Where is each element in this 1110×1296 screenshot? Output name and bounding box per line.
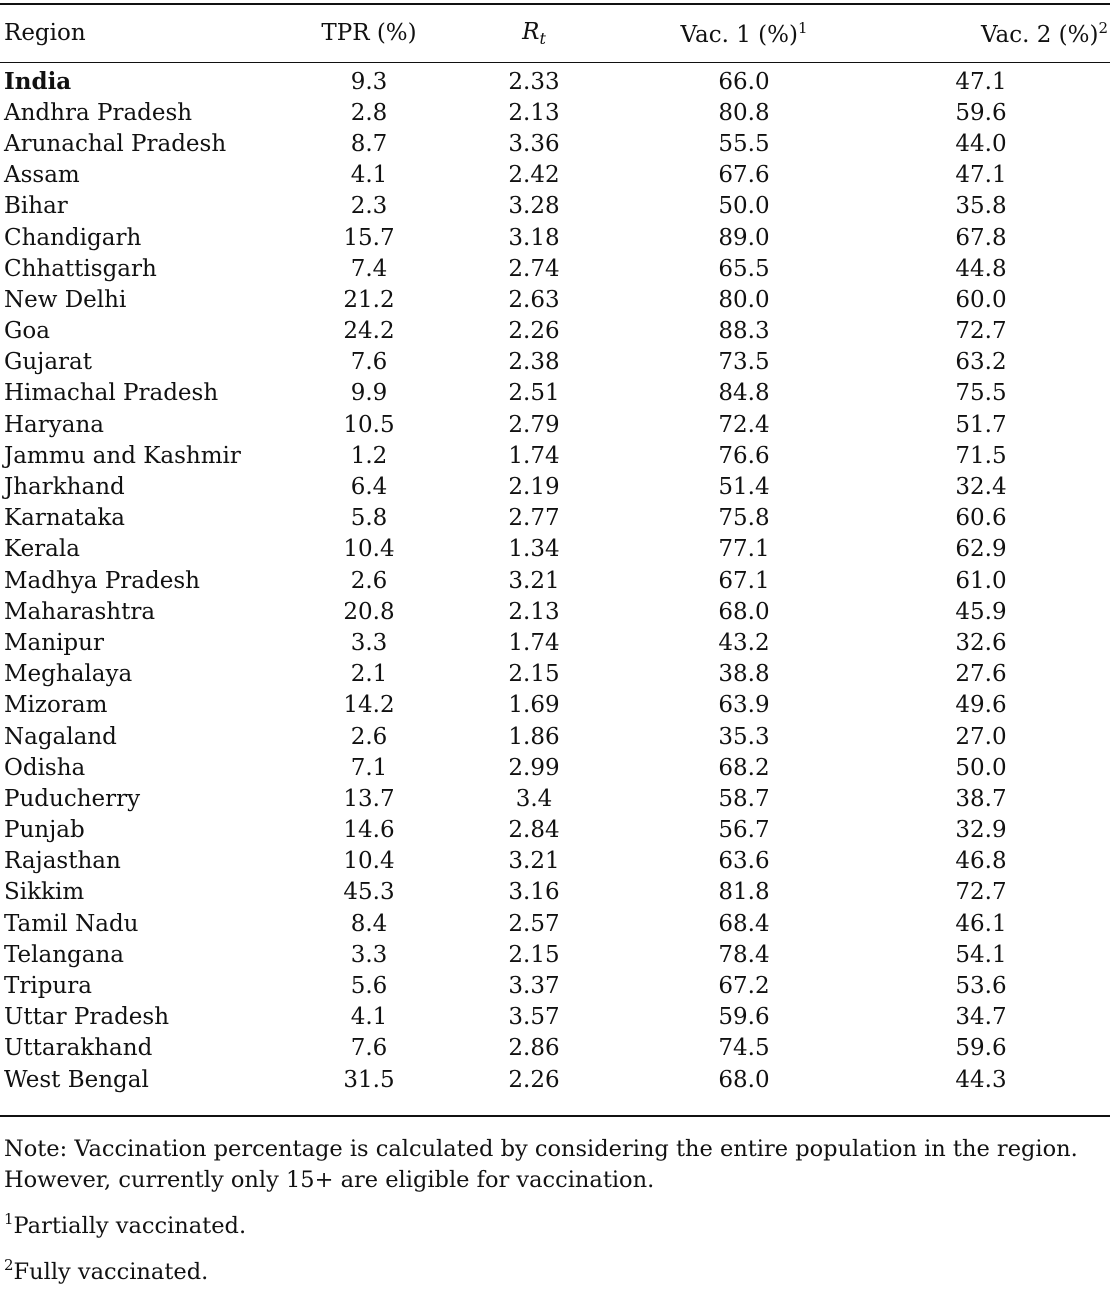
header-tpr: TPR (%) xyxy=(321,20,417,46)
cell-rt: 3.37 xyxy=(508,973,560,1000)
cell-tpr: 9.3 xyxy=(350,68,388,95)
table-row xyxy=(4,877,1108,908)
cell-vac1: 78.4 xyxy=(718,941,770,968)
cell-vac2: 72.7 xyxy=(955,879,1007,906)
cell-vac2: 47.1 xyxy=(955,162,1007,189)
table-row xyxy=(4,659,1108,690)
cell-vac1: 77.1 xyxy=(718,536,770,563)
table-row xyxy=(4,503,1108,534)
cell-vac1: 38.8 xyxy=(718,661,770,688)
cell-vac1: 81.8 xyxy=(718,879,770,906)
cell-vac2: 32.4 xyxy=(955,474,1007,501)
footnote-2-mark: 2 xyxy=(4,1256,14,1274)
cell-vac2: 61.0 xyxy=(955,567,1007,594)
cell-tpr: 45.3 xyxy=(343,879,395,906)
cell-rt: 3.36 xyxy=(508,130,560,157)
cell-rt: 3.18 xyxy=(508,224,560,251)
cell-region: Assam xyxy=(4,162,80,189)
footnote-2 xyxy=(4,1250,1110,1288)
cell-tpr: 8.4 xyxy=(350,910,388,937)
cell-vac1: 74.5 xyxy=(718,1035,770,1062)
cell-region: Tripura xyxy=(4,973,92,1000)
cell-region: Haryana xyxy=(4,411,104,438)
cell-rt: 2.79 xyxy=(508,411,560,438)
table-row xyxy=(4,191,1108,222)
cell-tpr: 14.2 xyxy=(343,692,395,719)
cell-rt: 2.86 xyxy=(508,1035,560,1062)
cell-rt: 2.63 xyxy=(508,286,560,313)
table-row xyxy=(4,378,1108,409)
table-body xyxy=(4,66,1108,1095)
cell-vac2: 44.3 xyxy=(955,1066,1007,1093)
header-region: Region xyxy=(4,20,86,46)
cell-rt: 2.33 xyxy=(508,68,560,95)
cell-vac2: 59.6 xyxy=(955,1035,1007,1062)
cell-tpr: 6.4 xyxy=(350,474,388,501)
cell-tpr: 5.6 xyxy=(350,973,388,1000)
table-row xyxy=(4,128,1108,159)
cell-rt: 2.42 xyxy=(508,162,560,189)
cell-vac1: 67.1 xyxy=(718,567,770,594)
cell-vac1: 72.4 xyxy=(718,411,770,438)
table-notes xyxy=(4,1134,1110,1296)
cell-vac1: 35.3 xyxy=(718,723,770,750)
cell-region: New Delhi xyxy=(4,286,127,313)
note-line-2: However, currently only 15+ are eligible for vaccination. xyxy=(4,1167,655,1193)
cell-rt: 2.26 xyxy=(508,1066,560,1093)
cell-vac1: 55.5 xyxy=(718,130,770,157)
table-row xyxy=(4,222,1108,253)
cell-vac1: 68.0 xyxy=(718,1066,770,1093)
table-row xyxy=(4,440,1108,471)
cell-rt: 2.15 xyxy=(508,661,560,688)
table-row xyxy=(4,939,1108,970)
table-row-total xyxy=(4,66,1108,97)
cell-region: Rajasthan xyxy=(4,848,121,875)
table-row xyxy=(4,1064,1108,1095)
cell-vac2: 35.8 xyxy=(955,193,1007,220)
cell-rt: 2.19 xyxy=(508,474,560,501)
cell-region: Karnataka xyxy=(4,505,126,532)
cell-rt: 2.84 xyxy=(508,817,560,844)
cell-tpr: 2.1 xyxy=(350,661,388,688)
header-rt: $R_t$ xyxy=(522,18,546,48)
cell-region: Goa xyxy=(4,318,50,345)
table-row xyxy=(4,596,1108,627)
cell-region: West Bengal xyxy=(4,1066,149,1093)
cell-tpr: 10.5 xyxy=(343,411,395,438)
header-vac1: Vac. 1 (%)$^1$ xyxy=(680,18,808,48)
cell-vac1: 73.5 xyxy=(718,349,770,376)
table-bottom-rule xyxy=(0,1115,1110,1117)
cell-vac1: 84.8 xyxy=(718,380,770,407)
footnote-1-mark: 1 xyxy=(4,1210,14,1228)
cell-vac2: 75.5 xyxy=(955,380,1007,407)
cell-vac2: 27.0 xyxy=(955,723,1007,750)
cell-vac2: 27.6 xyxy=(955,661,1007,688)
table-row xyxy=(4,471,1108,502)
table-row xyxy=(4,815,1108,846)
cell-vac2: 45.9 xyxy=(955,598,1007,625)
cell-vac2: 62.9 xyxy=(955,536,1007,563)
cell-region: Himachal Pradesh xyxy=(4,380,219,407)
cell-vac2: 34.7 xyxy=(955,1004,1007,1031)
cell-tpr: 8.7 xyxy=(350,130,388,157)
cell-rt: 2.38 xyxy=(508,349,560,376)
cell-tpr: 13.7 xyxy=(343,785,395,812)
cell-rt: 3.57 xyxy=(508,1004,560,1031)
table-row xyxy=(4,160,1108,191)
cell-tpr: 9.9 xyxy=(350,380,388,407)
table-row xyxy=(4,627,1108,658)
table-row xyxy=(4,752,1108,783)
cell-region: Meghalaya xyxy=(4,661,133,688)
cell-rt: 2.15 xyxy=(508,941,560,968)
cell-region: Kerala xyxy=(4,536,80,563)
cell-rt: 2.13 xyxy=(508,598,560,625)
cell-vac1: 88.3 xyxy=(718,318,770,345)
table-row xyxy=(4,783,1108,814)
cell-vac1: 59.6 xyxy=(718,1004,770,1031)
cell-region: Gujarat xyxy=(4,349,92,376)
cell-tpr: 5.8 xyxy=(350,505,388,532)
cell-region: Madhya Pradesh xyxy=(4,567,200,594)
cell-vac1: 56.7 xyxy=(718,817,770,844)
cell-rt: 2.99 xyxy=(508,754,560,781)
cell-tpr: 15.7 xyxy=(343,224,395,251)
table-row xyxy=(4,97,1108,128)
table-row xyxy=(4,1033,1108,1064)
cell-tpr: 3.3 xyxy=(350,941,388,968)
cell-tpr: 2.3 xyxy=(350,193,388,220)
cell-vac1: 43.2 xyxy=(718,629,770,656)
cell-tpr: 10.4 xyxy=(343,536,395,563)
cell-vac1: 67.6 xyxy=(718,162,770,189)
cell-region: Puducherry xyxy=(4,785,141,812)
cell-vac1: 63.6 xyxy=(718,848,770,875)
cell-tpr: 7.6 xyxy=(350,1035,388,1062)
cell-vac2: 72.7 xyxy=(955,318,1007,345)
cell-vac1: 67.2 xyxy=(718,973,770,1000)
covid-region-table xyxy=(4,0,1108,1095)
cell-vac2: 63.2 xyxy=(955,349,1007,376)
cell-vac2: 38.7 xyxy=(955,785,1007,812)
cell-rt: 2.26 xyxy=(508,318,560,345)
cell-rt: 1.34 xyxy=(508,536,560,563)
cell-tpr: 4.1 xyxy=(350,162,388,189)
cell-vac2: 60.0 xyxy=(955,286,1007,313)
cell-region: Manipur xyxy=(4,629,104,656)
table-row xyxy=(4,409,1108,440)
cell-region: Andhra Pradesh xyxy=(4,99,193,126)
cell-rt: 1.74 xyxy=(508,442,560,469)
cell-tpr: 2.6 xyxy=(350,567,388,594)
cell-region: Chhattisgarh xyxy=(4,255,157,282)
cell-region: Jammu and Kashmir xyxy=(4,442,241,469)
table-row xyxy=(4,284,1108,315)
cell-vac1: 80.8 xyxy=(718,99,770,126)
cell-vac1: 68.0 xyxy=(718,598,770,625)
cell-region: Arunachal Pradesh xyxy=(4,130,227,157)
cell-rt: 3.16 xyxy=(508,879,560,906)
cell-rt: 2.13 xyxy=(508,99,560,126)
table-row xyxy=(4,347,1108,378)
table-row xyxy=(4,690,1108,721)
cell-tpr: 14.6 xyxy=(343,817,395,844)
cell-vac2: 60.6 xyxy=(955,505,1007,532)
cell-region: Sikkim xyxy=(4,879,85,906)
cell-tpr: 20.8 xyxy=(343,598,395,625)
cell-region: Telangana xyxy=(4,941,125,968)
cell-region: Jharkhand xyxy=(4,474,125,501)
cell-tpr: 31.5 xyxy=(343,1066,395,1093)
table-row xyxy=(4,316,1108,347)
table-row xyxy=(4,565,1108,596)
cell-vac2: 59.6 xyxy=(955,99,1007,126)
cell-tpr: 2.8 xyxy=(350,99,388,126)
cell-tpr: 7.6 xyxy=(350,349,388,376)
cell-region: Uttarakhand xyxy=(4,1035,153,1062)
cell-vac2: 51.7 xyxy=(955,411,1007,438)
footnote-2-text: Fully vaccinated. xyxy=(13,1259,209,1285)
table-header-row xyxy=(4,0,1108,66)
cell-vac1: 89.0 xyxy=(718,224,770,251)
cell-tpr: 2.6 xyxy=(350,723,388,750)
cell-region: Nagaland xyxy=(4,723,117,750)
cell-vac2: 49.6 xyxy=(955,692,1007,719)
cell-vac2: 67.8 xyxy=(955,224,1007,251)
footnote-1 xyxy=(4,1204,1110,1242)
cell-region: India xyxy=(4,68,72,96)
cell-rt: 3.28 xyxy=(508,193,560,220)
cell-rt: 1.86 xyxy=(508,723,560,750)
table-row xyxy=(4,846,1108,877)
cell-vac2: 46.8 xyxy=(955,848,1007,875)
cell-rt: 2.57 xyxy=(508,910,560,937)
cell-vac1: 76.6 xyxy=(718,442,770,469)
cell-region: Bihar xyxy=(4,193,68,220)
cell-region: Maharashtra xyxy=(4,598,156,625)
cell-tpr: 7.1 xyxy=(350,754,388,781)
cell-region: Uttar Pradesh xyxy=(4,1004,170,1031)
cell-region: Chandigarh xyxy=(4,224,142,251)
cell-vac2: 32.9 xyxy=(955,817,1007,844)
vaccination-note xyxy=(4,1134,1110,1196)
cell-rt: 2.77 xyxy=(508,505,560,532)
table-row xyxy=(4,534,1108,565)
cell-vac1: 80.0 xyxy=(718,286,770,313)
cell-vac1: 51.4 xyxy=(718,474,770,501)
table-row xyxy=(4,970,1108,1001)
cell-vac1: 66.0 xyxy=(718,68,770,95)
cell-region: Tamil Nadu xyxy=(4,910,139,937)
cell-rt: 2.51 xyxy=(508,380,560,407)
footnote-1-text: Partially vaccinated. xyxy=(13,1213,247,1239)
cell-tpr: 21.2 xyxy=(343,286,395,313)
cell-vac1: 68.4 xyxy=(718,910,770,937)
cell-vac1: 50.0 xyxy=(718,193,770,220)
header-vac2: Vac. 2 (%)$^2$ xyxy=(980,18,1108,48)
cell-vac2: 54.1 xyxy=(955,941,1007,968)
table-row xyxy=(4,721,1108,752)
cell-rt: 3.4 xyxy=(515,785,553,812)
cell-vac1: 63.9 xyxy=(718,692,770,719)
cell-vac2: 46.1 xyxy=(955,910,1007,937)
table-row xyxy=(4,253,1108,284)
cell-vac1: 75.8 xyxy=(718,505,770,532)
cell-region: Odisha xyxy=(4,754,86,781)
cell-vac2: 44.0 xyxy=(955,130,1007,157)
cell-region: Mizoram xyxy=(4,692,108,719)
cell-vac2: 47.1 xyxy=(955,68,1007,95)
cell-tpr: 10.4 xyxy=(343,848,395,875)
cell-region: Punjab xyxy=(4,817,85,844)
cell-rt: 2.74 xyxy=(508,255,560,282)
note-line-1: Note: Vaccination percentage is calculated by considering the entire population in the region. xyxy=(4,1136,1078,1162)
cell-vac2: 50.0 xyxy=(955,754,1007,781)
cell-rt: 1.74 xyxy=(508,629,560,656)
cell-rt: 3.21 xyxy=(508,567,560,594)
cell-vac1: 65.5 xyxy=(718,255,770,282)
cell-tpr: 4.1 xyxy=(350,1004,388,1031)
cell-vac1: 58.7 xyxy=(718,785,770,812)
cell-vac2: 32.6 xyxy=(955,629,1007,656)
table-row xyxy=(4,908,1108,939)
cell-vac2: 44.8 xyxy=(955,255,1007,282)
table-row xyxy=(4,1002,1108,1033)
cell-rt: 3.21 xyxy=(508,848,560,875)
cell-tpr: 24.2 xyxy=(343,318,395,345)
cell-tpr: 3.3 xyxy=(350,629,388,656)
cell-vac1: 68.2 xyxy=(718,754,770,781)
cell-rt: 1.69 xyxy=(508,692,560,719)
cell-vac2: 71.5 xyxy=(955,442,1007,469)
cell-vac2: 53.6 xyxy=(955,973,1007,1000)
cell-tpr: 1.2 xyxy=(350,442,388,469)
cell-tpr: 7.4 xyxy=(350,255,388,282)
